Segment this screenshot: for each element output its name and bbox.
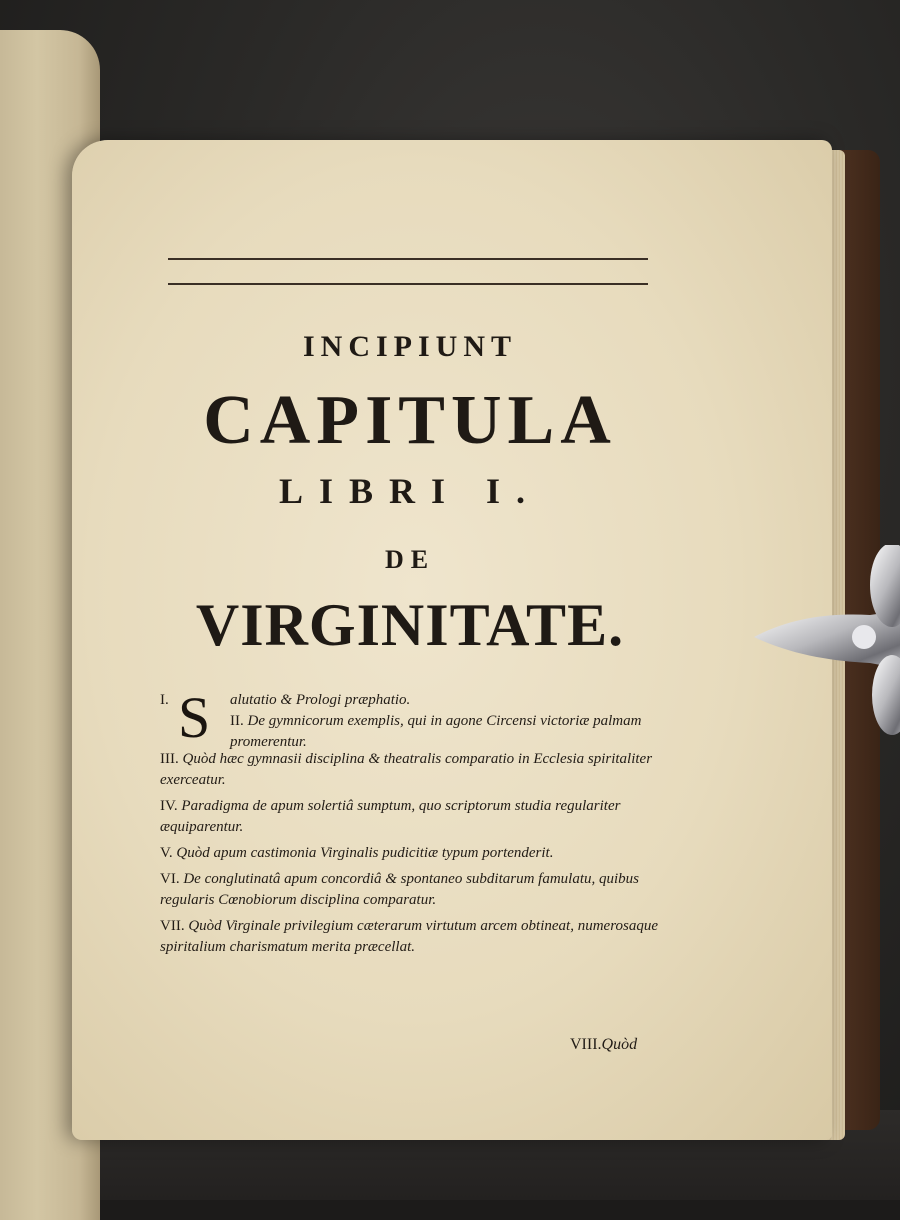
- chapter-entry-1: [160, 685, 660, 750]
- chapter-text: De conglutinatâ apum concordiâ & spontaneo subditarum famulatu, quibus regularis Cœnobiorum disciplina comparatur.: [160, 871, 640, 908]
- catchword: [570, 1036, 637, 1054]
- chapter-number: V.: [160, 845, 173, 861]
- chapter-text: Quòd apum castimonia Virginalis pudicitiæ typum portenderit.: [176, 845, 554, 861]
- fleur-de-lis-clasp-icon: [752, 545, 900, 745]
- chapter-entry-7: [160, 916, 660, 958]
- chapter-list: [160, 685, 660, 963]
- chapter-text: Quòd hæc gymnasii disciplina & theatralis comparatio in Ecclesia spiritaliter exerceatur.: [160, 751, 653, 788]
- chapter-number: IV.: [160, 798, 178, 814]
- drop-cap: S: [178, 685, 211, 750]
- chapter-number: II.: [230, 713, 244, 729]
- catchword-number: VIII.: [570, 1036, 602, 1053]
- chapter-number: I.: [160, 692, 169, 708]
- chapter-entry-4: [160, 796, 660, 838]
- catchword-word: Quòd: [601, 1036, 638, 1053]
- chapter-entry-3: [160, 749, 660, 791]
- chapter-number: III.: [160, 751, 179, 767]
- chapter-text: Paradigma de apum solertiâ sumptum, quo scriptorum studia regulariter æquiparentur.: [160, 798, 621, 835]
- chapter-entry-2: [230, 711, 660, 753]
- chapter-text: Quòd Virginale privilegium cæterarum virtutum arcem obtineat, numerosaque spiritalium charismatum merita præcellat.: [160, 918, 658, 955]
- chapter-number: VI.: [160, 871, 180, 887]
- chapter-number: VII.: [160, 918, 185, 934]
- heading-de: DE: [384, 545, 436, 574]
- top-rule: [168, 258, 648, 260]
- bottom-rule: [168, 283, 648, 285]
- chapter-entry-6: [160, 869, 660, 911]
- heading-capitula: CAPITULA: [203, 382, 617, 459]
- chapter-text: De gymnicorum exemplis, qui in agone Circensi victoriæ palmam promerentur.: [230, 713, 642, 750]
- heading-incipiunt: INCIPIUNT: [302, 330, 518, 363]
- chapter-text: alutatio & Prologi præphatio.: [230, 692, 411, 708]
- heading-libri: LIBRI I.: [278, 471, 542, 511]
- chapter-entry-5: [160, 843, 660, 864]
- heading-virginitate: VIRGINITATE.: [195, 592, 625, 658]
